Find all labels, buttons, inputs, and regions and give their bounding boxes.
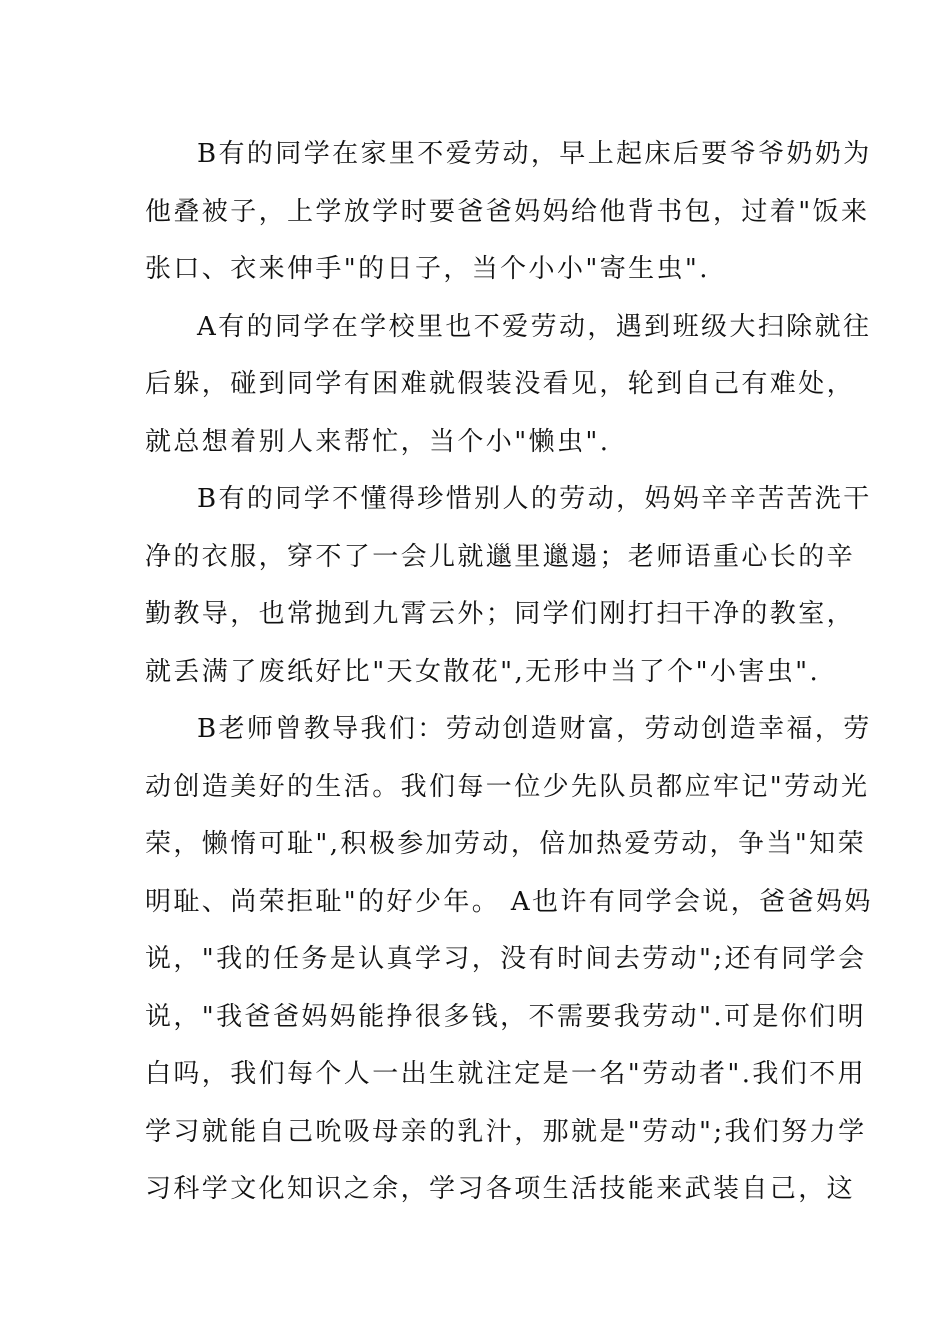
paragraph-4-line-6: 说，"我爸爸妈妈能挣很多钱，不需要我劳动".可是你们明 xyxy=(145,1001,866,1032)
paragraph-4-line-9: 习科学文化知识之余，学习各项生活技能来武装自己，这 xyxy=(145,1174,856,1204)
paragraph-4-line-5: 说，"我的任务是认真学习，没有时间去劳动";还有同学会 xyxy=(145,944,867,974)
paragraph-3-line-1: B有的同学不懂得珍惜别人的劳动，妈妈辛辛苦苦洗干 xyxy=(197,484,872,514)
document-body xyxy=(145,126,873,1219)
paragraph-1-line-1: B有的同学在家里不爱劳动，早上起床后要爷爷奶奶为 xyxy=(197,139,872,169)
paragraph-3-line-4: 就丢满了废纸好比"天女散花",无形中当了个"小害虫". xyxy=(145,656,821,687)
paragraph-2-line-2: 后躲，碰到同学有困难就假装没看见，轮到自己有难处， xyxy=(145,369,856,399)
paragraph-1-line-2: 他叠被子，上学放学时要爸爸妈妈给他背书包，过着"饭来 xyxy=(145,196,870,227)
paragraph-3-line-3: 勤教导，也常抛到九霄云外；同学们刚打扫干净的教室， xyxy=(145,599,856,629)
paragraph-4-line-8: 学习就能自己吮吸母亲的乳汁，那就是"劳动";我们努力学 xyxy=(145,1116,867,1147)
paragraph-2-line-3: 就总想着别人来帮忙，当个小"懒虫". xyxy=(145,426,611,457)
paragraph-4-line-2: 动创造美好的生活。我们每一位少先队员都应牢记"劳动光 xyxy=(145,771,870,802)
paragraph-4-line-7: 白吗，我们每个人一出生就注定是一名"劳动者".我们不用 xyxy=(145,1059,866,1089)
paragraph-1-line-3: 张口、衣来伸手"的日子，当个小小"寄生虫". xyxy=(145,254,710,284)
paragraph-3-line-2: 净的衣服，穿不了一会儿就邋里邋遢；老师语重心长的辛 xyxy=(145,541,856,572)
paragraph-4-line-4: 明耻、尚荣拒耻"的好少年。 A也许有同学会说，爸爸妈妈 xyxy=(145,886,873,917)
paragraph-4-line-3: 荣，懒惰可耻",积极参加劳动，倍加热爱劳动，争当"知荣 xyxy=(145,829,866,859)
paragraph-4-line-1: B老师曾教导我们：劳动创造财富，劳动创造幸福，劳 xyxy=(197,714,872,744)
paragraph-2-line-1: A有的同学在学校里也不爱劳动，遇到班级大扫除就往 xyxy=(197,311,872,342)
